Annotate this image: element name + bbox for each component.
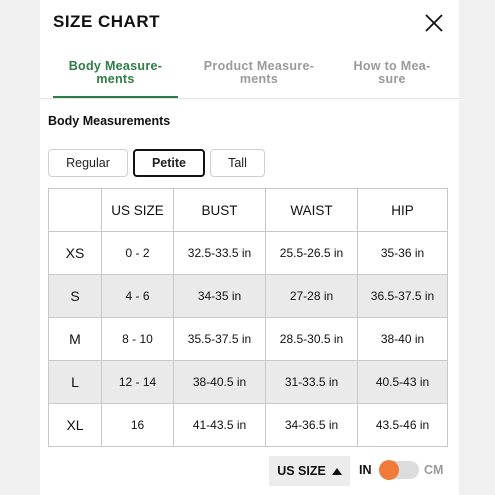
tab-body-measurements[interactable]: [53, 60, 178, 86]
unit-toggle[interactable]: [379, 461, 419, 479]
tab-label: ments: [96, 72, 135, 86]
table-cell: S: [49, 275, 102, 318]
table-header: US SIZE: [102, 189, 174, 232]
table-cell: XS: [49, 232, 102, 275]
left-backdrop: [0, 0, 40, 495]
table-cell: 38-40 in: [358, 318, 448, 361]
tab-label: How to Mea-: [353, 59, 431, 73]
tab-label: sure: [378, 72, 406, 86]
table-cell: 43.5-46 in: [358, 404, 448, 447]
tab-how-to-measure[interactable]: [340, 60, 444, 86]
table-cell: 25.5-26.5 in: [266, 232, 358, 275]
table-cell: 0 - 2: [102, 232, 174, 275]
table-row: [49, 361, 448, 404]
table-cell: M: [49, 318, 102, 361]
size-system-dropdown[interactable]: [269, 456, 350, 486]
section-title: Body Measurements: [48, 114, 171, 128]
right-backdrop: [459, 0, 495, 495]
table-header: [49, 189, 102, 232]
unit-cm-label: CM: [424, 463, 444, 477]
table-cell: 40.5-43 in: [358, 361, 448, 404]
table-header: WAIST: [266, 189, 358, 232]
table-cell: 8 - 10: [102, 318, 174, 361]
table-cell: 32.5-33.5 in: [174, 232, 266, 275]
table-cell: 35.5-37.5 in: [174, 318, 266, 361]
page-title: SIZE CHART: [53, 12, 160, 31]
table-cell: 41-43.5 in: [174, 404, 266, 447]
fit-petite-button[interactable]: Petite: [133, 149, 205, 177]
table-row: [49, 232, 448, 275]
table-cell: L: [49, 361, 102, 404]
table-cell: 27-28 in: [266, 275, 358, 318]
table-cell: 16: [102, 404, 174, 447]
size-table: [48, 188, 448, 447]
fit-tall-button[interactable]: Tall: [210, 149, 265, 177]
tab-product-measurements[interactable]: [193, 60, 325, 86]
table-cell: 34-36.5 in: [266, 404, 358, 447]
table-cell: 35-36 in: [358, 232, 448, 275]
close-icon[interactable]: [422, 11, 446, 35]
table-cell: 38-40.5 in: [174, 361, 266, 404]
table-cell: XL: [49, 404, 102, 447]
table-cell: 34-35 in: [174, 275, 266, 318]
tab-label: Product Measure-: [203, 59, 315, 73]
toggle-knob: [379, 460, 399, 480]
unit-in-label: IN: [359, 463, 372, 477]
fit-regular-button[interactable]: Regular: [48, 149, 128, 177]
tab-label: Body Measure-: [68, 59, 163, 73]
table-cell: 4 - 6: [102, 275, 174, 318]
table-row: [49, 404, 448, 447]
table-row: [49, 318, 448, 361]
table-cell: 12 - 14: [102, 361, 174, 404]
table-header: BUST: [174, 189, 266, 232]
active-tab-indicator: [53, 96, 178, 98]
table-cell: 31-33.5 in: [266, 361, 358, 404]
table-row: [49, 275, 448, 318]
table-header: HIP: [358, 189, 448, 232]
table-cell: 36.5-37.5 in: [358, 275, 448, 318]
table-cell: 28.5-30.5 in: [266, 318, 358, 361]
size-system-label: US SIZE: [277, 464, 326, 478]
tab-label: ments: [239, 72, 279, 86]
tab-divider: [40, 98, 459, 99]
table-header-row: [49, 189, 448, 232]
caret-up-icon: [332, 468, 342, 475]
